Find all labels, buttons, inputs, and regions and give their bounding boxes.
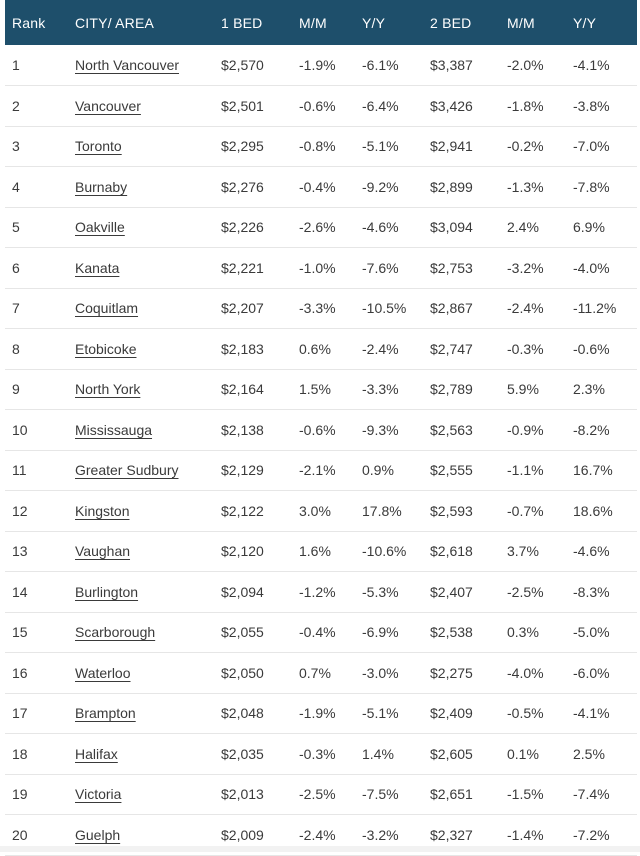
- table-row: [5, 126, 637, 167]
- cell-one-bed-mm: -0.4%: [299, 612, 362, 653]
- cell-rank: 19: [5, 774, 75, 815]
- cell-city: [75, 734, 221, 775]
- cell-two-bed-yy: -11.2%: [573, 288, 637, 329]
- cell-rank: 18: [5, 734, 75, 775]
- cell-one-bed: $2,055: [221, 612, 299, 653]
- table-row: [5, 288, 637, 329]
- cell-two-bed-yy: -5.0%: [573, 612, 637, 653]
- cell-one-bed-mm: -0.4%: [299, 167, 362, 208]
- cell-two-bed-mm: 0.1%: [507, 734, 573, 775]
- city-link[interactable]: Guelph: [75, 826, 121, 843]
- cell-city: [75, 653, 221, 694]
- cell-two-bed-yy: 16.7%: [573, 450, 637, 491]
- city-link[interactable]: Scarborough: [75, 624, 156, 641]
- table-row: [5, 410, 637, 451]
- cell-one-bed-yy: -10.6%: [362, 531, 430, 572]
- cell-two-bed-mm: 5.9%: [507, 369, 573, 410]
- cell-rank: 17: [5, 693, 75, 734]
- cell-one-bed: $2,221: [221, 248, 299, 289]
- city-link[interactable]: Vancouver: [75, 97, 141, 114]
- cell-two-bed-mm: -2.5%: [507, 572, 573, 613]
- cell-one-bed: $2,570: [221, 45, 299, 86]
- city-link[interactable]: Kingston: [75, 502, 130, 519]
- cell-two-bed-yy: -3.8%: [573, 86, 637, 127]
- cell-one-bed-mm: -1.0%: [299, 248, 362, 289]
- cell-rank: 14: [5, 572, 75, 613]
- cell-rank: 12: [5, 491, 75, 532]
- cell-one-bed: $2,129: [221, 450, 299, 491]
- cell-rank: 1: [5, 45, 75, 86]
- cell-one-bed-yy: -6.4%: [362, 86, 430, 127]
- cell-two-bed-mm: -0.2%: [507, 126, 573, 167]
- cell-two-bed-yy: -7.2%: [573, 815, 637, 856]
- cell-one-bed-mm: -1.9%: [299, 693, 362, 734]
- cell-one-bed-yy: -7.6%: [362, 248, 430, 289]
- cell-two-bed-yy: -4.0%: [573, 248, 637, 289]
- table-row: [5, 572, 637, 613]
- cell-one-bed-mm: -2.5%: [299, 774, 362, 815]
- table-row: [5, 450, 637, 491]
- city-link[interactable]: Brampton: [75, 705, 136, 722]
- cell-two-bed: $3,094: [430, 207, 507, 248]
- cell-one-bed-yy: 17.8%: [362, 491, 430, 532]
- cell-two-bed: $3,426: [430, 86, 507, 127]
- cell-one-bed: $2,094: [221, 572, 299, 613]
- cell-two-bed: $2,867: [430, 288, 507, 329]
- cell-two-bed-yy: -4.1%: [573, 45, 637, 86]
- cell-two-bed: $2,618: [430, 531, 507, 572]
- cell-city: [75, 612, 221, 653]
- bottom-edge: [0, 846, 640, 852]
- cell-one-bed: $2,183: [221, 329, 299, 370]
- cell-two-bed-mm: -0.5%: [507, 693, 573, 734]
- cell-rank: 6: [5, 248, 75, 289]
- cell-rank: 4: [5, 167, 75, 208]
- cell-one-bed-yy: -10.5%: [362, 288, 430, 329]
- cell-two-bed: $2,747: [430, 329, 507, 370]
- cell-one-bed-mm: -2.6%: [299, 207, 362, 248]
- cell-two-bed-mm: -0.3%: [507, 329, 573, 370]
- cell-two-bed-yy: -7.4%: [573, 774, 637, 815]
- cell-city: [75, 126, 221, 167]
- cell-city: [75, 329, 221, 370]
- cell-one-bed: $2,013: [221, 774, 299, 815]
- cell-one-bed-yy: -3.0%: [362, 653, 430, 694]
- cell-two-bed-yy: -4.1%: [573, 693, 637, 734]
- cell-one-bed: $2,276: [221, 167, 299, 208]
- cell-one-bed: $2,120: [221, 531, 299, 572]
- cell-one-bed-mm: -2.4%: [299, 815, 362, 856]
- cell-two-bed-yy: 6.9%: [573, 207, 637, 248]
- cell-one-bed: $2,501: [221, 86, 299, 127]
- city-link[interactable]: Mississauga: [75, 421, 153, 438]
- cell-two-bed-mm: -1.3%: [507, 167, 573, 208]
- cell-rank: 2: [5, 86, 75, 127]
- table-row: [5, 329, 637, 370]
- cell-one-bed-mm: -1.9%: [299, 45, 362, 86]
- cell-one-bed: $2,048: [221, 693, 299, 734]
- table-row: [5, 45, 637, 86]
- cell-city: [75, 248, 221, 289]
- cell-city: [75, 86, 221, 127]
- cell-one-bed-yy: -9.2%: [362, 167, 430, 208]
- city-link[interactable]: North Vancouver: [75, 57, 180, 73]
- cell-two-bed-yy: -7.0%: [573, 126, 637, 167]
- table-row: [5, 248, 637, 289]
- cell-city: [75, 693, 221, 734]
- cell-one-bed-yy: -2.4%: [362, 329, 430, 370]
- cell-one-bed-mm: -3.3%: [299, 288, 362, 329]
- cell-rank: 5: [5, 207, 75, 248]
- cell-one-bed-mm: -0.8%: [299, 126, 362, 167]
- cell-city: [75, 45, 221, 86]
- cell-one-bed: $2,164: [221, 369, 299, 410]
- cell-two-bed-mm: 0.3%: [507, 612, 573, 653]
- cell-one-bed-mm: -0.6%: [299, 410, 362, 451]
- cell-one-bed-yy: -3.3%: [362, 369, 430, 410]
- cell-one-bed-yy: -7.5%: [362, 774, 430, 815]
- cell-city: [75, 369, 221, 410]
- rent-ranking-table: [5, 0, 637, 856]
- cell-one-bed: $2,207: [221, 288, 299, 329]
- cell-two-bed-yy: -8.2%: [573, 410, 637, 451]
- cell-two-bed-yy: 2.5%: [573, 734, 637, 775]
- cell-two-bed: $2,651: [430, 774, 507, 815]
- table-row: [5, 369, 637, 410]
- header-city: CITY/ AREA: [75, 14, 155, 31]
- cell-two-bed: $2,605: [430, 734, 507, 775]
- city-link[interactable]: North York: [75, 381, 141, 398]
- cell-two-bed: $3,387: [430, 45, 507, 86]
- city-link[interactable]: Victoria: [75, 786, 122, 803]
- cell-two-bed-yy: -0.6%: [573, 329, 637, 370]
- header-two-bed-mm: M/M: [507, 14, 535, 31]
- city-link[interactable]: Kanata: [75, 259, 120, 276]
- cell-rank: 16: [5, 653, 75, 694]
- cell-city: [75, 288, 221, 329]
- cell-one-bed-yy: -5.1%: [362, 693, 430, 734]
- cell-two-bed: $2,555: [430, 450, 507, 491]
- cell-city: [75, 450, 221, 491]
- cell-city: [75, 531, 221, 572]
- city-link[interactable]: Vaughan: [75, 543, 131, 560]
- table-row: [5, 734, 637, 775]
- table-header: [5, 0, 637, 45]
- cell-two-bed: $2,593: [430, 491, 507, 532]
- cell-two-bed-mm: -1.8%: [507, 86, 573, 127]
- cell-two-bed: $2,941: [430, 126, 507, 167]
- cell-one-bed-mm: 3.0%: [299, 491, 362, 532]
- cell-two-bed: $2,789: [430, 369, 507, 410]
- cell-rank: 9: [5, 369, 75, 410]
- cell-one-bed: $2,122: [221, 491, 299, 532]
- cell-rank: 11: [5, 450, 75, 491]
- cell-one-bed: $2,009: [221, 815, 299, 856]
- cell-two-bed-mm: -1.5%: [507, 774, 573, 815]
- cell-two-bed-yy: -7.8%: [573, 167, 637, 208]
- cell-rank: 8: [5, 329, 75, 370]
- table-row: [5, 491, 637, 532]
- cell-rank: 10: [5, 410, 75, 451]
- cell-two-bed-yy: -8.3%: [573, 572, 637, 613]
- cell-one-bed: $2,138: [221, 410, 299, 451]
- header-rank: Rank: [12, 14, 46, 31]
- cell-one-bed: $2,050: [221, 653, 299, 694]
- city-link[interactable]: Burnaby: [75, 178, 128, 195]
- cell-one-bed-mm: 0.6%: [299, 329, 362, 370]
- cell-rank: 20: [5, 815, 75, 856]
- cell-two-bed-mm: 2.4%: [507, 207, 573, 248]
- cell-two-bed-mm: -2.4%: [507, 288, 573, 329]
- cell-one-bed-yy: -6.9%: [362, 612, 430, 653]
- cell-city: [75, 491, 221, 532]
- cell-two-bed-mm: 3.7%: [507, 531, 573, 572]
- cell-one-bed-mm: -0.6%: [299, 86, 362, 127]
- table-row: [5, 653, 637, 694]
- header-row: [5, 0, 637, 45]
- cell-one-bed-yy: -9.3%: [362, 410, 430, 451]
- header-two-bed-yy: Y/Y: [573, 14, 597, 31]
- cell-two-bed: $2,753: [430, 248, 507, 289]
- header-one-bed-mm: M/M: [299, 14, 327, 31]
- cell-city: [75, 410, 221, 451]
- cell-two-bed-yy: 2.3%: [573, 369, 637, 410]
- table-row: [5, 612, 637, 653]
- table-row: [5, 86, 637, 127]
- cell-one-bed: $2,295: [221, 126, 299, 167]
- cell-one-bed-yy: -5.1%: [362, 126, 430, 167]
- cell-rank: 13: [5, 531, 75, 572]
- cell-one-bed-yy: -6.1%: [362, 45, 430, 86]
- cell-two-bed-mm: -1.4%: [507, 815, 573, 856]
- city-link[interactable]: Oakville: [75, 219, 125, 236]
- table-row: [5, 531, 637, 572]
- city-link[interactable]: Toronto: [75, 138, 122, 155]
- cell-city: [75, 167, 221, 208]
- cell-two-bed-yy: -4.6%: [573, 531, 637, 572]
- city-link[interactable]: Greater Sudbury: [75, 462, 179, 479]
- cell-one-bed-yy: -4.6%: [362, 207, 430, 248]
- cell-two-bed-yy: 18.6%: [573, 491, 637, 532]
- header-two-bed: 2 BED: [430, 14, 472, 31]
- table-row: [5, 774, 637, 815]
- cell-two-bed-mm: -0.7%: [507, 491, 573, 532]
- cell-two-bed: $2,899: [430, 167, 507, 208]
- cell-two-bed: $2,409: [430, 693, 507, 734]
- cell-one-bed: $2,035: [221, 734, 299, 775]
- cell-rank: 3: [5, 126, 75, 167]
- header-one-bed-yy: Y/Y: [362, 14, 386, 31]
- cell-two-bed-mm: -0.9%: [507, 410, 573, 451]
- header-one-bed: 1 BED: [221, 14, 263, 31]
- cell-city: [75, 207, 221, 248]
- cell-two-bed-mm: -1.1%: [507, 450, 573, 491]
- cell-rank: 7: [5, 288, 75, 329]
- cell-two-bed: $2,538: [430, 612, 507, 653]
- cell-one-bed: $2,226: [221, 207, 299, 248]
- city-link[interactable]: Coquitlam: [75, 300, 139, 317]
- cell-city: [75, 774, 221, 815]
- table-row: [5, 167, 637, 208]
- cell-one-bed-mm: 1.5%: [299, 369, 362, 410]
- city-link[interactable]: Etobicoke: [75, 340, 137, 357]
- cell-one-bed-mm: -1.2%: [299, 572, 362, 613]
- cell-one-bed-mm: -0.3%: [299, 734, 362, 775]
- city-link[interactable]: Halifax: [75, 745, 118, 762]
- cell-one-bed-yy: -5.3%: [362, 572, 430, 613]
- cell-one-bed-mm: -2.1%: [299, 450, 362, 491]
- cell-one-bed-yy: -3.2%: [362, 815, 430, 856]
- cell-city: [75, 572, 221, 613]
- cell-one-bed-mm: 1.6%: [299, 531, 362, 572]
- cell-two-bed: $2,275: [430, 653, 507, 694]
- cell-rank: 15: [5, 612, 75, 653]
- cell-two-bed: $2,407: [430, 572, 507, 613]
- table-body: [5, 45, 637, 855]
- cell-two-bed-mm: -2.0%: [507, 45, 573, 86]
- cell-two-bed: $2,327: [430, 815, 507, 856]
- cell-two-bed-mm: -3.2%: [507, 248, 573, 289]
- table-row: [5, 207, 637, 248]
- table-row: [5, 693, 637, 734]
- cell-two-bed: $2,563: [430, 410, 507, 451]
- cell-one-bed-yy: 1.4%: [362, 734, 430, 775]
- cell-one-bed-yy: 0.9%: [362, 450, 430, 491]
- city-link[interactable]: Burlington: [75, 583, 139, 600]
- city-link[interactable]: Waterloo: [75, 664, 131, 681]
- cell-two-bed-yy: -6.0%: [573, 653, 637, 694]
- cell-one-bed-mm: 0.7%: [299, 653, 362, 694]
- cell-two-bed-mm: -4.0%: [507, 653, 573, 694]
